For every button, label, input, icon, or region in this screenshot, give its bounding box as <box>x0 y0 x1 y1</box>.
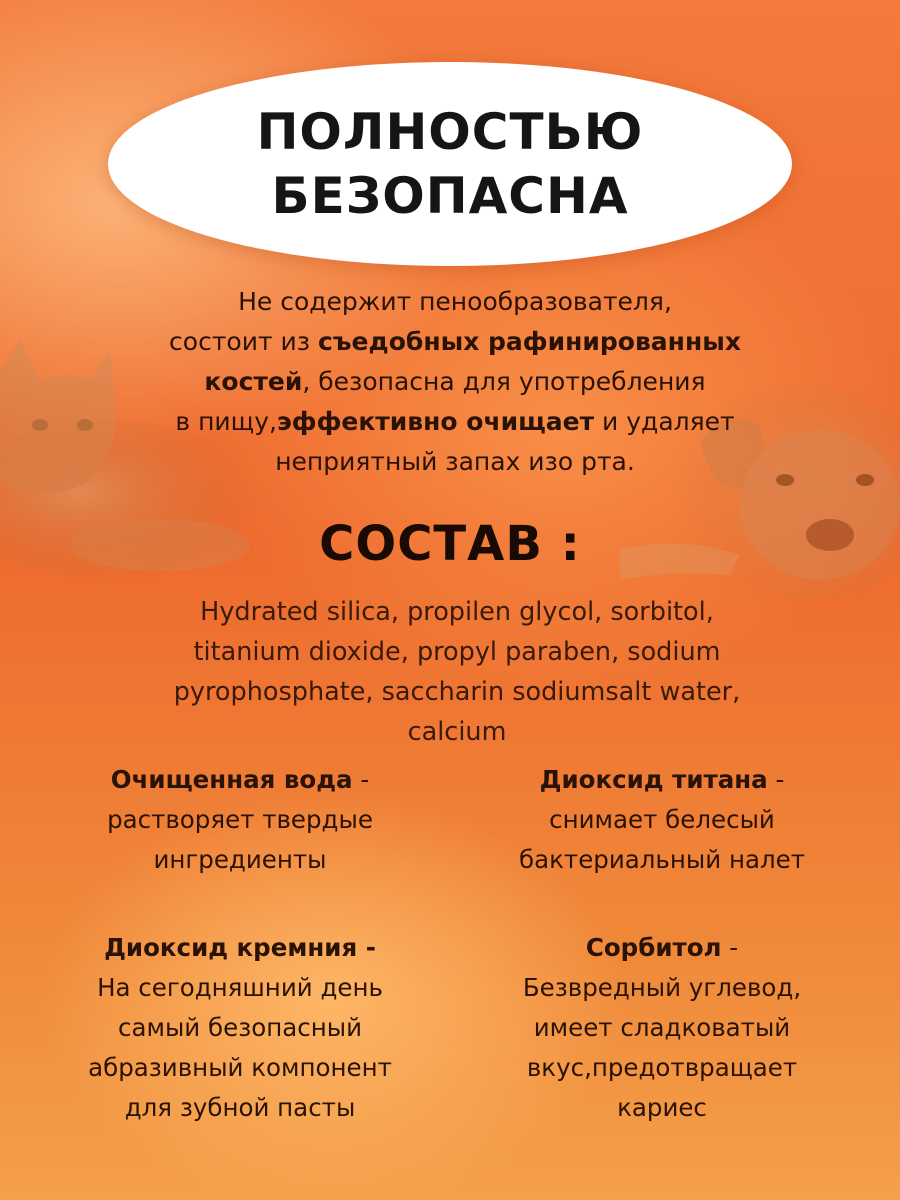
component-desc: бактериальный налет <box>519 845 805 874</box>
intro-text-segment: неприятный запах изо рта. <box>275 447 635 476</box>
intro-bold-text: эффективно очищает <box>276 407 595 436</box>
ingredients-line: calcium <box>407 717 507 747</box>
sostav-title: СОСТАВ : <box>319 516 581 572</box>
component-name: Сорбитол <box>585 933 722 962</box>
intro-bold-text: костей <box>204 367 303 396</box>
component-desc: кариес <box>617 1093 707 1122</box>
component-desc: для зубной пасты <box>124 1093 356 1122</box>
component-sorbitol <box>452 928 872 1128</box>
component-name: Очищенная вода <box>110 765 353 794</box>
intro-text-segment: состоит из <box>169 327 318 356</box>
component-silicon-dioxide <box>30 928 450 1128</box>
component-suffix: - <box>767 765 785 794</box>
component-suffix: - <box>352 765 370 794</box>
component-name: Диоксид титана <box>539 765 768 794</box>
component-desc: растворяет твердые <box>107 805 373 834</box>
headline <box>257 100 644 228</box>
component-name: Диоксид кремния - <box>104 933 376 962</box>
intro-bold-text: съедобных рафинированных <box>317 327 741 356</box>
ingredients-line: pyrophosphate, saccharin sodiumsalt water, <box>173 677 741 707</box>
component-titanium-dioxide <box>452 760 872 880</box>
intro-text-segment: и удаляет <box>594 407 735 436</box>
component-desc: вкус,предотвращает <box>526 1053 798 1082</box>
component-suffix: - <box>721 933 739 962</box>
intro-text-segment: в пищу, <box>175 407 277 436</box>
headline-line-1: ПОЛНОСТЬЮ <box>256 103 644 161</box>
ingredients-list <box>70 592 844 752</box>
component-purified-water <box>30 760 450 880</box>
intro-text <box>60 282 850 482</box>
headline-bubble <box>108 62 792 266</box>
component-desc: абразивный компонент <box>88 1053 392 1082</box>
component-desc: снимает белесый <box>549 805 775 834</box>
component-desc: На сегодняшний день <box>97 973 383 1002</box>
component-desc: самый безопасный <box>117 1013 362 1042</box>
intro-text-segment: , безопасна для употребления <box>302 367 706 396</box>
component-desc: Безвредный углевод, <box>522 973 802 1002</box>
component-desc: имеет сладковатый <box>533 1013 791 1042</box>
intro-text-segment: Не содержит пенообразователя, <box>238 287 672 316</box>
ingredients-line: titanium dioxide, propyl paraben, sodium <box>193 637 721 667</box>
ingredients-line: Hydrated silica, propilen glycol, sorbitol, <box>200 597 714 627</box>
component-desc: ингредиенты <box>153 845 327 874</box>
headline-line-2: БЕЗОПАСНА <box>271 167 629 225</box>
